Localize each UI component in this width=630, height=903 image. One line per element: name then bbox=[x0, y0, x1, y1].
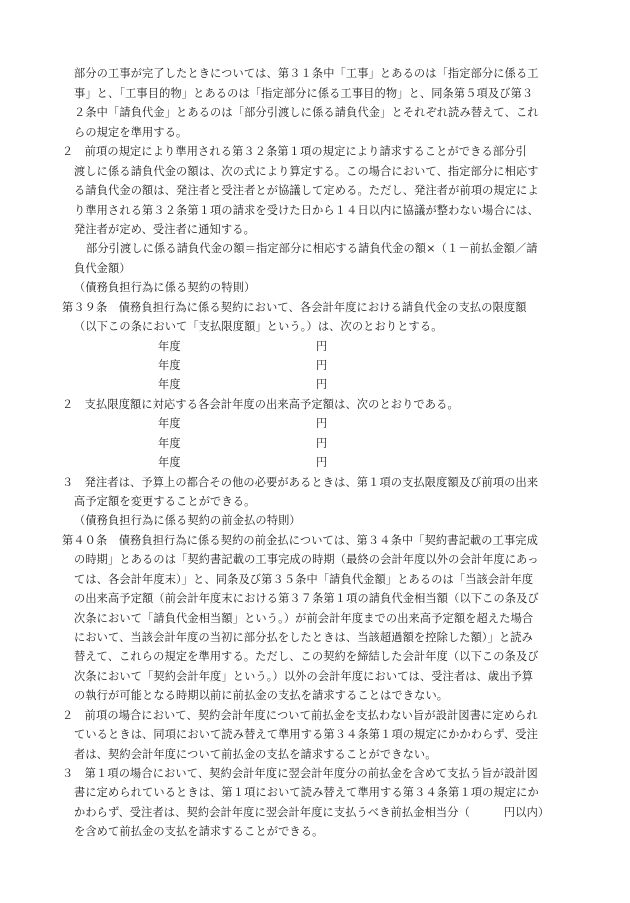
year-label: 年度 bbox=[158, 437, 181, 450]
article-39-heading: （債務負担行為に係る契約の特則） bbox=[74, 281, 256, 294]
yen-label: 円 bbox=[316, 437, 328, 450]
text-line: 渡しに係る請負代金の額は、次の式により算定する。この場合において、指定部分に相応す bbox=[74, 165, 539, 178]
text-line: の出来高予定額（前会計年度末における第３７条第１項の請負代金相当額（以下この条及び bbox=[74, 592, 539, 605]
year-label: 年度 bbox=[158, 378, 181, 391]
text-line: 書に定められているときは、第１項において読み替えて準用する第３４条第１項の規定にか bbox=[74, 786, 539, 799]
text-line: 者は、契約会計年度について前払金の支払を請求することができない。 bbox=[74, 748, 437, 761]
yen-label: 円 bbox=[316, 340, 328, 353]
year-label: 年度 bbox=[158, 359, 181, 372]
article-39-paragraph-3: ３ 発注者は、予算上の都合その他の必要があるときは、第１項の支払限度額及び前項の出来 bbox=[62, 476, 539, 489]
text-line: 次条において「請負代金相当額」という。）が前会計年度までの出来高予定額を超えた場合 bbox=[74, 612, 534, 625]
text-line: を含めて前払金の支払を請求することができる。 bbox=[74, 825, 324, 838]
text-line: 次条において「契約会計年度」という。）以外の会計年度においては、受注者は、歳出予算 bbox=[74, 670, 534, 683]
article-39-title-line: 第３９条 債務負担行為に係る契約において、各会計年度における請負代金の支払の限度額 bbox=[62, 301, 527, 314]
yen-label: 円 bbox=[316, 378, 328, 391]
text-line: ては、各会計年度末）」と、同条及び第３５条中「請負代金額」とあるのは「当該会計年度 bbox=[74, 573, 534, 586]
formula-line: 負代金額） bbox=[74, 262, 131, 275]
text-line: 発注者が定め、受注者に通知する。 bbox=[74, 223, 255, 236]
text-line: （以下この条において「支払限度額」という。）は、次のとおりとする。 bbox=[74, 320, 443, 333]
formula-line: 部分引渡しに係る請負代金の額＝指定部分に相応する請負代金の額×（１－前払金額／請 bbox=[86, 242, 538, 255]
text-line: 事」と、「工事目的物」とあるのは「指定部分に係る工事目的物」と、同条第５項及び第３ bbox=[74, 87, 534, 100]
text-line: の執行が可能となる時期以前に前払金の支払を請求することはできない。 bbox=[74, 689, 449, 702]
text-line: の時期」とあるのは「契約書記載の工事完成の時期（最終の会計年度以外の会計年度にあっ bbox=[74, 553, 539, 566]
article-40-paragraph-3: ３ 第１項の場合において、契約会計年度に翌会計年度分の前払金を含めて支払う旨が設計図 bbox=[62, 767, 538, 780]
text-line: かわらず、受注者は、契約会計年度に翌会計年度に支払うべき前払金相当分（ 円以内） bbox=[74, 806, 550, 819]
article-39-paragraph-2: ２ 支払限度額に対応する各会計年度の出来高予定額は、次のとおりである。 bbox=[62, 398, 459, 411]
text-line: らの規定を準用する。 bbox=[74, 126, 188, 139]
text-line: ているときは、同項において読み替えて準用する第３４条第１項の規定にかかわらず、受注 bbox=[74, 728, 538, 741]
year-label: 年度 bbox=[158, 456, 181, 469]
article-40-paragraph-2: ２ 前項の場合において、契約会計年度について前払金を支払わない旨が設計図書に定められ bbox=[62, 709, 538, 722]
yen-label: 円 bbox=[316, 417, 328, 430]
year-label: 年度 bbox=[158, 417, 181, 430]
yen-label: 円 bbox=[316, 359, 328, 372]
yen-label: 円 bbox=[316, 456, 328, 469]
article-40-heading: （債務負担行為に係る契約の前金払の特則） bbox=[74, 514, 301, 527]
text-line: において、当該会計年度の当初に部分払をしたときは、当該超過額を控除した額）」と読み bbox=[74, 631, 534, 644]
text-line: 部分の工事が完了したときについては、第３１条中「工事」とあるのは「指定部分に係る工 bbox=[74, 67, 539, 80]
paragraph-2-first-line: ２ 前項の規定により準用される第３２条第１項の規定により請求することができる部分引 bbox=[62, 145, 527, 158]
text-line: 高予定額を変更することができる。 bbox=[74, 495, 256, 508]
text-line: り準用される第３２条第１項の請求を受けた日から１４日以内に協議が整わない場合には、 bbox=[74, 204, 539, 217]
text-line: 替えて、これらの規定を準用する。ただし、この契約を締結した会計年度（以下この条及び bbox=[74, 650, 539, 663]
text-line: る請負代金の額は、発注者と受注者とが協議して定める。ただし、発注者が前項の規定によ bbox=[74, 184, 539, 197]
text-line: ２条中「請負代金」とあるのは「部分引渡しに係る請負代金」とそれぞれ読み替えて、これ bbox=[74, 106, 539, 119]
article-40-title-line: 第４０条 債務負担行為に係る契約の前金払については、第３４条中「契約書記載の工事完成 bbox=[62, 534, 538, 547]
year-label: 年度 bbox=[158, 340, 181, 353]
